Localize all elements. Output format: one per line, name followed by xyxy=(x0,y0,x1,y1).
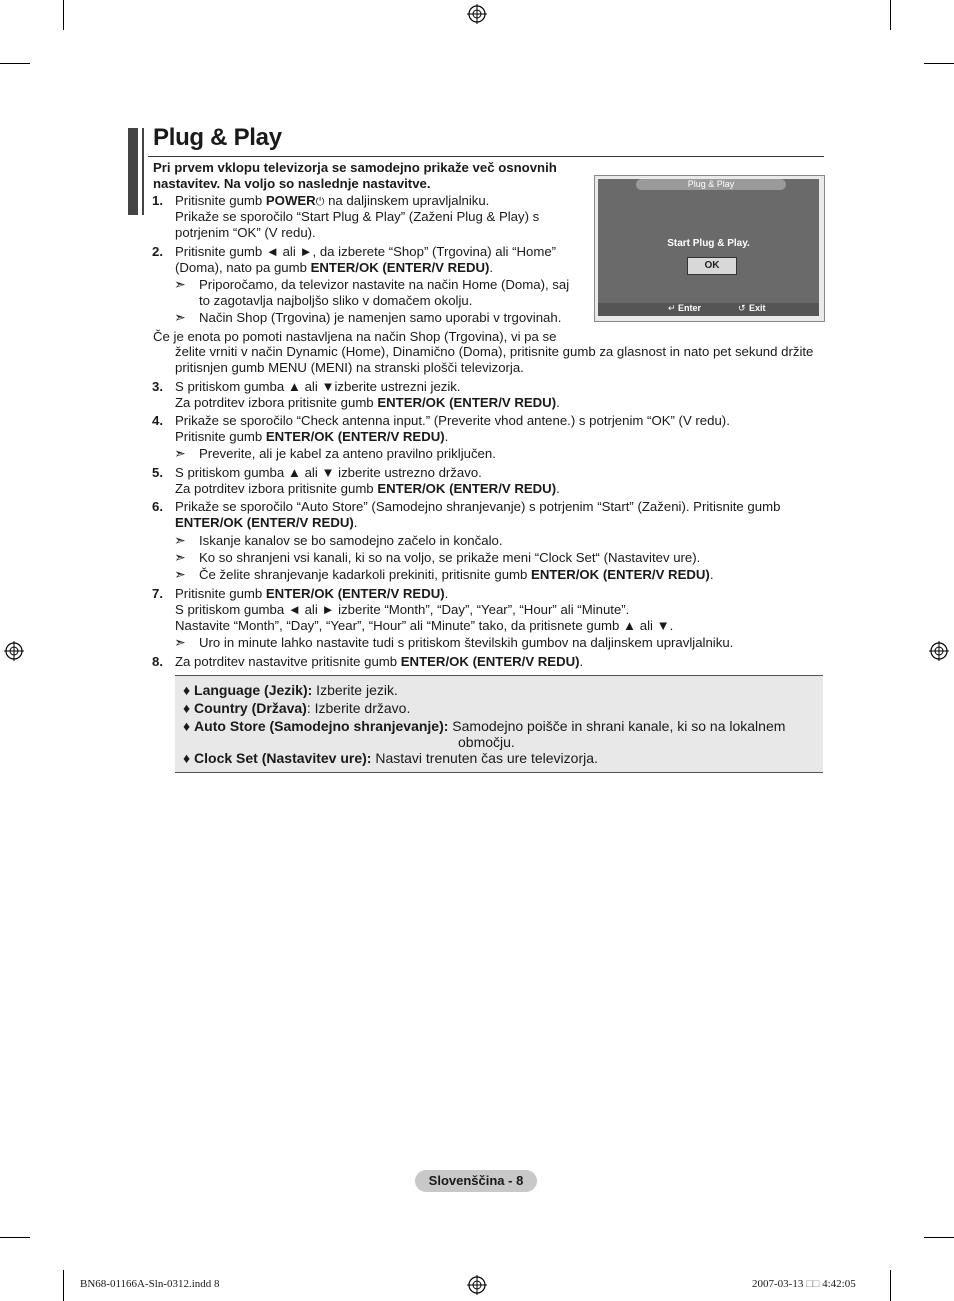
note-arrow-icon: ➣ xyxy=(174,566,186,582)
tv-screen-header: Plug & Play xyxy=(636,179,786,190)
step-1-line-1: Pritisnite gumb POWER⏻ na daljinskem upravljalniku. xyxy=(175,193,490,208)
step-8-line-1: Za potrditev nastavitve pritisnite gumb ENTER/OK (ENTER/V REDU). xyxy=(175,654,584,669)
note-arrow-icon: ➣ xyxy=(174,532,186,548)
step-number: 2. xyxy=(152,244,163,259)
shop-mode-para-2: želite vrniti v način Dynamic (Home), Dinamično (Doma), pritisnite gumb za glasnost in nato pet sekund držite xyxy=(175,344,814,359)
crop-mark xyxy=(890,1270,891,1301)
enter-icon: ↵ xyxy=(668,303,676,313)
page-number-badge: Slovenščina - 8 xyxy=(415,1170,537,1192)
title-accent-gap xyxy=(138,128,142,215)
step-7-line-1: Pritisnite gumb ENTER/OK (ENTER/V REDU). xyxy=(175,586,449,601)
step-number: 8. xyxy=(152,654,163,669)
note-arrow-icon: ➣ xyxy=(174,445,186,461)
step-4-line-1: Prikaže se sporočilo “Check antenna input.” (Preverite vhod antene.) s potrjenim “OK” (V redu). xyxy=(175,413,730,428)
title-rule xyxy=(148,156,824,157)
step-7-line-3: Nastavite “Month”, “Day”, “Year”, “Hour” ali “Minute” tako, da pritisnete gumb ▲ ali ▼. xyxy=(175,618,674,633)
tv-screen-footer xyxy=(598,303,819,316)
summary-item: ♦ Clock Set (Nastavitev ure): Nastavi trenuten čas ure televizorja. xyxy=(183,750,598,766)
return-icon: ↺ xyxy=(738,303,746,313)
crop-mark xyxy=(0,63,30,64)
step-4-line-2: Pritisnite gumb ENTER/OK (ENTER/V REDU). xyxy=(175,429,449,444)
shop-mode-para-3: pritisnjen gumb MENU (MENI) na stranski plošči televizorja. xyxy=(175,360,524,375)
bullet-icon: ♦ xyxy=(183,718,191,734)
step-number: 5. xyxy=(152,465,163,480)
step-2-note-1a: Priporočamo, da televizor nastavite na način Home (Doma), saj xyxy=(199,277,570,292)
step-6-line-1: Prikaže se sporočilo “Auto Store” (Samodejno shranjevanje) s potrjenim “Start” (Zaženi). Pritisnite gumb xyxy=(175,499,781,514)
summary-item: ♦ Auto Store (Samodejno shranjevanje): Samodejno poišče in shrani kanale, ki so na lokalnem xyxy=(183,718,786,734)
tv-exit-label: Exit xyxy=(749,303,766,313)
intro-line-2: nastavitev. Na voljo so naslednje nastavitve. xyxy=(153,176,431,191)
tv-screen xyxy=(598,179,819,316)
step-number: 1. xyxy=(152,193,163,208)
registration-mark-icon xyxy=(467,1275,487,1295)
crop-mark xyxy=(924,1237,954,1238)
bullet-icon: ♦ xyxy=(183,682,191,698)
step-number: 3. xyxy=(152,379,163,394)
step-1-line-3: potrjenim “OK” (V redu). xyxy=(175,225,316,240)
bullet-icon: ♦ xyxy=(183,750,191,766)
tv-ok-button: OK xyxy=(687,257,737,275)
footer-filename: BN68-01166A-Sln-0312.indd 8 xyxy=(80,1278,220,1290)
crop-mark xyxy=(0,1237,30,1238)
tv-screen-message: Start Plug & Play. xyxy=(667,238,750,249)
crop-mark xyxy=(890,0,891,30)
crop-mark xyxy=(63,0,64,30)
crop-mark xyxy=(63,1270,64,1301)
registration-mark-icon xyxy=(4,641,24,661)
step-2-line-1: Pritisnite gumb ◄ ali ►, da izberete “Shop” (Trgovina) ali “Home” xyxy=(175,244,557,259)
tv-enter-label: Enter xyxy=(678,303,702,313)
step-5-line-1: S pritiskom gumba ▲ ali ▼ izberite ustrezno državo. xyxy=(175,465,482,480)
note-arrow-icon: ➣ xyxy=(174,549,186,565)
bullet-icon: ♦ xyxy=(183,700,191,716)
summary-item: ♦ Country (Država): Izberite državo. xyxy=(183,700,411,716)
power-icon: ⏻ xyxy=(315,196,325,208)
registration-mark-icon xyxy=(929,641,949,661)
note-arrow-icon: ➣ xyxy=(174,309,186,325)
step-6-note-2: Ko so shranjeni vsi kanali, ki so na voljo, se prikaže meni “Clock Set“ (Nastavitev ure). xyxy=(199,550,701,565)
step-3-line-1: S pritiskom gumba ▲ ali ▼izberite ustrezni jezik. xyxy=(175,379,461,394)
step-2-note-1b: to zagotavlja najboljšo sliko v domačem okolju. xyxy=(199,293,473,308)
shop-mode-para-1: Če je enota po pomoti nastavljena na način Shop (Trgovina), vi pa se xyxy=(153,329,557,344)
step-6-note-3: Če želite shranjevanje kadarkoli prekiniti, pritisnite gumb ENTER/OK (ENTER/V REDU). xyxy=(199,567,714,582)
step-7-note-1: Uro in minute lahko nastavite tudi s pritiskom številskih gumbov na daljinskem upravljalniku. xyxy=(199,635,734,650)
step-3-line-2: Za potrditev izbora pritisnite gumb ENTER/OK (ENTER/V REDU). xyxy=(175,395,560,410)
step-5-line-2: Za potrditev izbora pritisnite gumb ENTER/OK (ENTER/V REDU). xyxy=(175,481,560,496)
step-1-line-2: Prikaže se sporočilo “Start Plug & Play” (Zaženi Plug & Play) s xyxy=(175,209,540,224)
step-number: 7. xyxy=(152,586,163,601)
footer-timestamp: 2007-03-13 □□ 4:42:05 xyxy=(752,1278,856,1290)
step-6-line-2: ENTER/OK (ENTER/V REDU). xyxy=(175,515,358,530)
step-6-note-1: Iskanje kanalov se bo samodejno začelo in končalo. xyxy=(199,533,503,548)
note-arrow-icon: ➣ xyxy=(174,276,186,292)
step-7-line-2: S pritiskom gumba ◄ ali ► izberite “Month”, “Day”, “Year”, “Hour” ali “Minute”. xyxy=(175,602,630,617)
tv-screen-illustration xyxy=(594,175,825,322)
step-2-note-2: Način Shop (Trgovina) je namenjen samo uporabi v trgovinah. xyxy=(199,310,562,325)
step-4-note-1: Preverite, ali je kabel za anteno pravilno priključen. xyxy=(199,446,496,461)
step-2-line-2: (Doma), nato pa gumb ENTER/OK (ENTER/V REDU). xyxy=(175,260,494,275)
intro-line-1: Pri prvem vklopu televizorja se samodejno prikaže več osnovnih xyxy=(153,160,557,175)
step-number: 4. xyxy=(152,413,163,428)
page-title: Plug & Play xyxy=(153,124,282,151)
registration-mark-icon xyxy=(467,4,487,24)
summary-item-continuation: območju. xyxy=(458,734,515,750)
summary-item: ♦ Language (Jezik): Izberite jezik. xyxy=(183,682,398,698)
note-arrow-icon: ➣ xyxy=(174,634,186,650)
step-number: 6. xyxy=(152,499,163,514)
crop-mark xyxy=(924,63,954,64)
summary-box xyxy=(175,675,823,773)
